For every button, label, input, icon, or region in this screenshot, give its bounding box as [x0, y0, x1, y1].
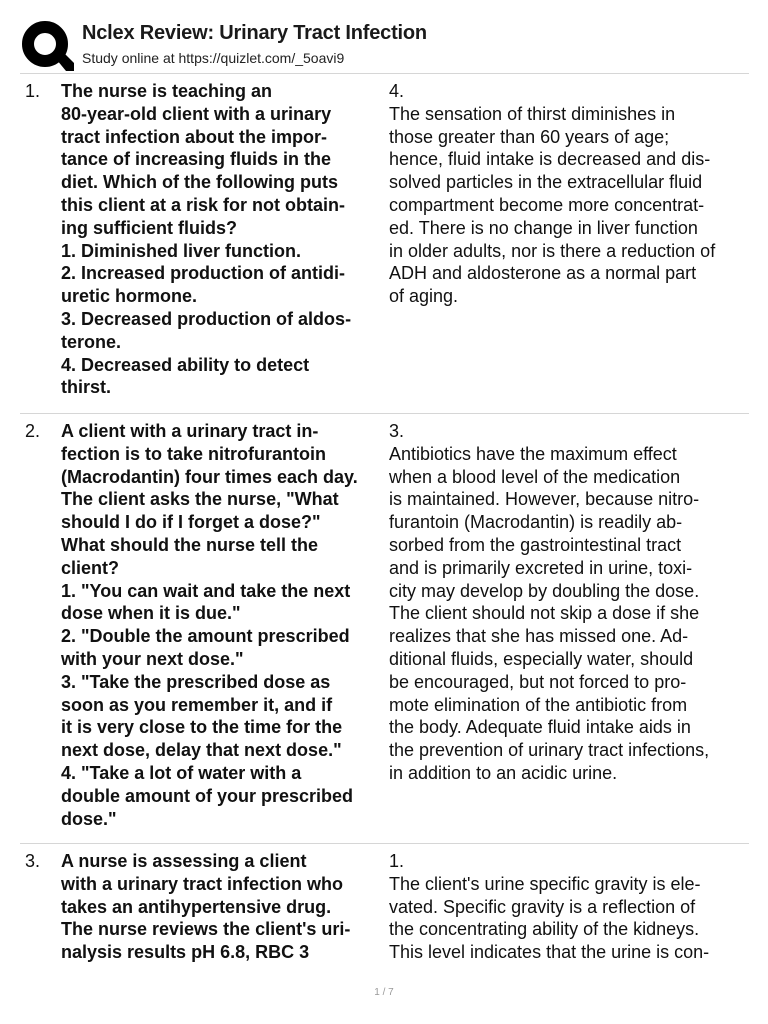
- answer-line: The client's urine specific gravity is ele-: [389, 873, 701, 894]
- truncated-card-container: [0, 850, 768, 963]
- answer-line: those greater than 60 years of age;: [389, 126, 670, 147]
- question-line: thirst.: [61, 377, 112, 398]
- question-line: 1. "You can wait and take the next: [61, 580, 351, 601]
- question-line: next dose, delay that next dose.": [61, 740, 342, 761]
- answer-line: compartment become more concentrat-: [389, 194, 705, 215]
- question-line: diet. Which of the following puts: [61, 172, 338, 193]
- question-line: 3. "Take the prescribed dose as: [61, 671, 331, 692]
- answer-text: [389, 80, 749, 308]
- answer-line: solved particles in the extracellular fluid: [389, 172, 703, 193]
- question-line: should I do if I forget a dose?": [61, 512, 321, 533]
- question-line: takes an antihypertensive drug.: [61, 896, 332, 917]
- answer-line: in addition to an acidic urine.: [389, 762, 618, 783]
- card-divider: [20, 413, 749, 414]
- answer-line: sorbed from the gastrointestinal tract: [389, 534, 682, 555]
- card-number: 1.: [25, 81, 41, 101]
- card-divider: [20, 843, 749, 844]
- answer-text: [389, 420, 749, 785]
- question-line: soon as you remember it, and if: [61, 694, 333, 715]
- answer-line: of aging.: [389, 286, 459, 307]
- answer-line: mote elimination of the antibiotic from: [389, 694, 688, 715]
- answer-line: ADH and aldosterone as a normal part: [389, 263, 697, 284]
- answer-line: is maintained. However, because nitro-: [389, 489, 700, 510]
- question-line: 4. "Take a lot of water with a: [61, 762, 302, 783]
- quizlet-q-logo-icon: [20, 19, 74, 73]
- answer-line: when a blood level of the medication: [389, 466, 681, 487]
- question-line: nalysis results pH 6.8, RBC 3: [61, 942, 310, 963]
- header-divider: [20, 73, 749, 74]
- question-line: ing sufficient fluids?: [61, 217, 237, 238]
- page-title: Nclex Review: Urinary Tract Infection: [82, 22, 427, 44]
- answer-line: the body. Adequate fluid intake aids in: [389, 717, 691, 738]
- question-line: client?: [61, 557, 120, 578]
- question-line: What should the nurse tell the: [61, 534, 319, 555]
- question-line: uretic hormone.: [61, 286, 198, 307]
- question-line: 1. Diminished liver function.: [61, 240, 302, 261]
- answer-line: The client should not skip a dose if she: [389, 603, 700, 624]
- question-line: A client with a urinary tract in-: [61, 421, 319, 441]
- answer-line: ed. There is no change in liver function: [389, 217, 698, 238]
- question-line: A nurse is assessing a client: [61, 851, 307, 871]
- answer-line: vated. Specific gravity is a reflection of: [389, 896, 696, 917]
- question-line: terone.: [61, 331, 122, 352]
- question-line: fection is to take nitrofurantoin: [61, 443, 327, 464]
- question-line: 80-year-old client with a urinary: [61, 103, 332, 124]
- question-line: (Macrodantin) four times each day.: [61, 466, 358, 487]
- question-line: with your next dose.": [61, 648, 244, 669]
- question-line: dose when it is due.": [61, 603, 241, 624]
- question-line: 3. Decreased production of aldos-: [61, 308, 352, 329]
- question-line: tance of increasing fluids in the: [61, 149, 332, 170]
- question-line: 4. Decreased ability to detect: [61, 354, 310, 375]
- answer-line: the concentrating ability of the kidneys.: [389, 919, 700, 940]
- answer-line: and is primarily excreted in urine, toxi-: [389, 557, 693, 578]
- page-indicator: 1 / 7: [374, 987, 394, 998]
- question-line: The client asks the nurse, "What: [61, 489, 339, 510]
- card-number: 2.: [25, 421, 41, 441]
- question-line: tract infection about the impor-: [61, 126, 328, 147]
- answer-line: be encouraged, but not forced to pro-: [389, 671, 687, 692]
- answer-line: The sensation of thirst diminishes in: [389, 103, 676, 124]
- question-text: [61, 80, 389, 399]
- question-line: double amount of your prescribed: [61, 785, 354, 806]
- question-text: [61, 850, 389, 963]
- card-number: 3.: [25, 851, 41, 871]
- question-line: dose.": [61, 808, 117, 829]
- answer-line: 4.: [389, 81, 405, 101]
- study-online-link[interactable]: Study online at https://quizlet.com/_5oavi9: [82, 50, 345, 66]
- question-line: with a urinary tract infection who: [61, 873, 344, 894]
- answer-text: [389, 850, 749, 963]
- answer-line: ditional fluids, especially water, should: [389, 648, 694, 669]
- answer-line: This level indicates that the urine is con-: [389, 942, 710, 963]
- answer-line: the prevention of urinary tract infections,: [389, 740, 710, 761]
- question-line: it is very close to the time for the: [61, 717, 343, 738]
- question-line: this client at a risk for not obtain-: [61, 194, 346, 215]
- answer-line: city may develop by doubling the dose.: [389, 580, 700, 601]
- question-line: The nurse reviews the client's uri-: [61, 919, 351, 940]
- question-line: 2. Increased production of antidi-: [61, 263, 346, 284]
- question-line: The nurse is teaching an: [61, 81, 273, 101]
- answer-line: in older adults, nor is there a reduction of: [389, 240, 716, 261]
- question-text: [61, 420, 389, 830]
- answer-line: hence, fluid intake is decreased and dis-: [389, 149, 711, 170]
- question-line: 2. "Double the amount prescribed: [61, 626, 350, 647]
- answer-line: 1.: [389, 851, 405, 871]
- answer-line: realizes that she has missed one. Ad-: [389, 626, 689, 647]
- answer-line: Antibiotics have the maximum effect: [389, 443, 677, 464]
- answer-line: 3.: [389, 421, 405, 441]
- document-header: [0, 0, 768, 74]
- answer-line: furantoin (Macrodantin) is readily ab-: [389, 512, 683, 533]
